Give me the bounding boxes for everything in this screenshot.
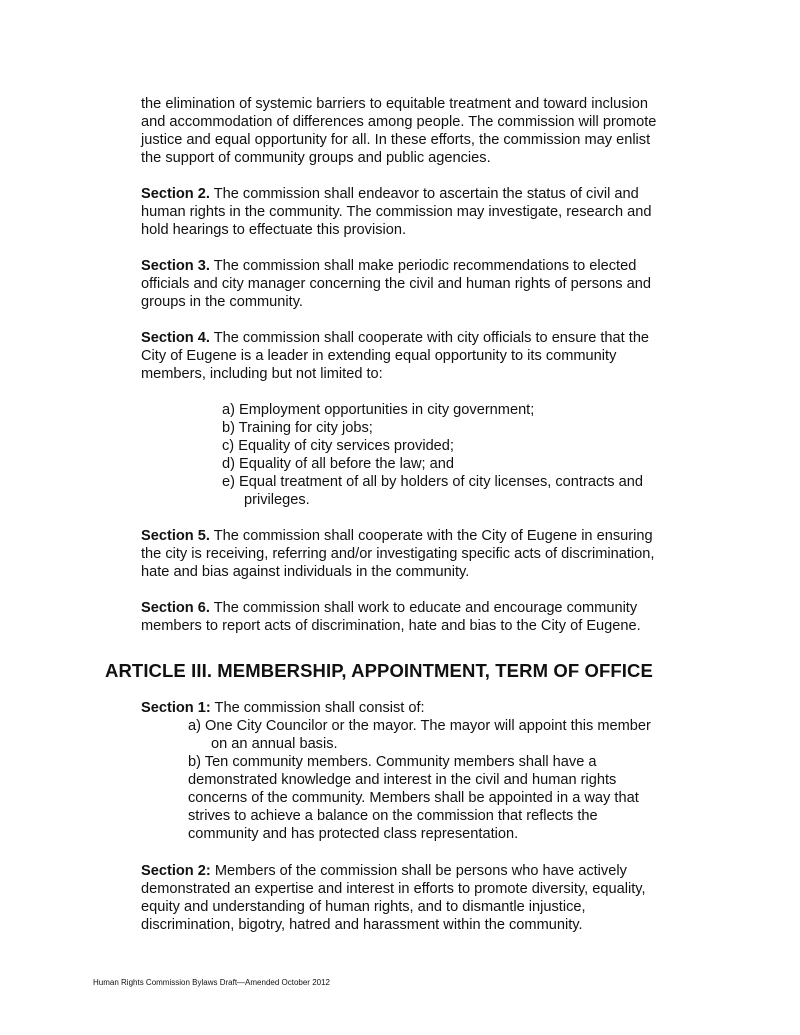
list-item: d) Equality of all before the law; and [222, 456, 455, 472]
article-3-section-2-label: Section 2: [141, 863, 211, 879]
article-3-section-2-text: Members of the commission shall be persons who have actively [214, 863, 627, 879]
section-4-line: members, including but not limited to: [141, 366, 383, 382]
list-item-continuation: privileges. [244, 492, 310, 508]
intro-line: the elimination of systemic barriers to equitable treatment and toward inclusion [141, 96, 648, 112]
section-2-text: The commission shall endeavor to ascertain the status of civil and [213, 186, 639, 202]
section-6-label: Section 6. [141, 600, 210, 616]
section-5-paragraph [141, 527, 701, 581]
list-item: c) Equality of city services provided; [222, 438, 454, 454]
section-3-label: Section 3. [141, 258, 210, 274]
intro-line: justice and equal opportunity for all. In these efforts, the commission may enlist [141, 132, 651, 148]
article-3-section-2-line: discrimination, bigotry, hatred and harassment within the community. [141, 917, 583, 933]
list-item: b) Training for city jobs; [222, 420, 373, 436]
membership-item-continuation: strives to achieve a balance on the commission that reflects the [188, 808, 598, 824]
membership-item-continuation: community and has protected class representation. [188, 826, 519, 842]
page-footer: Human Rights Commission Bylaws Draft—Amended October 2012 [93, 978, 330, 987]
membership-item: b) Ten community members. Community members shall have a [188, 754, 597, 770]
section-4-list [222, 401, 702, 509]
article-3-heading: ARTICLE III. MEMBERSHIP, APPOINTMENT, TERM OF OFFICE [105, 660, 653, 681]
section-2-line: hold hearings to effectuate this provision. [141, 222, 407, 238]
article-3-section-1-paragraph [141, 699, 701, 717]
section-2-label: Section 2. [141, 186, 210, 202]
article-3-section-1-text: The commission shall consist of: [214, 700, 425, 716]
membership-item: a) One City Councilor or the mayor. The mayor will appoint this member [188, 718, 651, 734]
section-5-line: hate and bias against individuals in the community. [141, 564, 470, 580]
section-2-line: human rights in the community. The commission may investigate, research and [141, 204, 652, 220]
membership-item-continuation: on an annual basis. [211, 736, 338, 752]
intro-line: the support of community groups and public agencies. [141, 150, 491, 166]
intro-paragraph [141, 95, 701, 167]
section-5-line: the city is receiving, referring and/or investigating specific acts of discrimination, [141, 546, 655, 562]
section-3-line: officials and city manager concerning the civil and human rights of persons and [141, 276, 651, 292]
article-3-section-2-line: equity and understanding of human rights, and to dismantle injustice, [141, 899, 586, 915]
section-5-label: Section 5. [141, 528, 210, 544]
section-3-paragraph [141, 257, 701, 311]
membership-list [188, 717, 708, 843]
membership-item-continuation: concerns of the community. Members shall be appointed in a way that [188, 790, 639, 806]
section-2-paragraph [141, 185, 701, 239]
list-item: e) Equal treatment of all by holders of city licenses, contracts and [222, 474, 643, 490]
article-3-section-1-label: Section 1: [141, 700, 211, 716]
article-3-section-2-paragraph [141, 862, 701, 934]
section-4-paragraph [141, 329, 701, 383]
list-item: a) Employment opportunities in city government; [222, 402, 535, 418]
section-5-text: The commission shall cooperate with the City of Eugene in ensuring [213, 528, 653, 544]
membership-item-continuation: demonstrated knowledge and interest in the civil and human rights [188, 772, 617, 788]
section-4-label: Section 4. [141, 330, 210, 346]
article-3-section-2-line: demonstrated an expertise and interest in efforts to promote diversity, equality, [141, 881, 646, 897]
section-4-line: City of Eugene is a leader in extending equal opportunity to its community [141, 348, 617, 364]
section-6-line: members to report acts of discrimination, hate and bias to the City of Eugene. [141, 618, 641, 634]
section-3-text: The commission shall make periodic recommendations to elected [213, 258, 637, 274]
section-3-line: groups in the community. [141, 294, 303, 310]
section-6-text: The commission shall work to educate and encourage community [213, 600, 638, 616]
intro-line: and accommodation of differences among people. The commission will promote [141, 114, 657, 130]
section-4-text: The commission shall cooperate with city officials to ensure that the [213, 330, 650, 346]
section-6-paragraph [141, 599, 701, 635]
